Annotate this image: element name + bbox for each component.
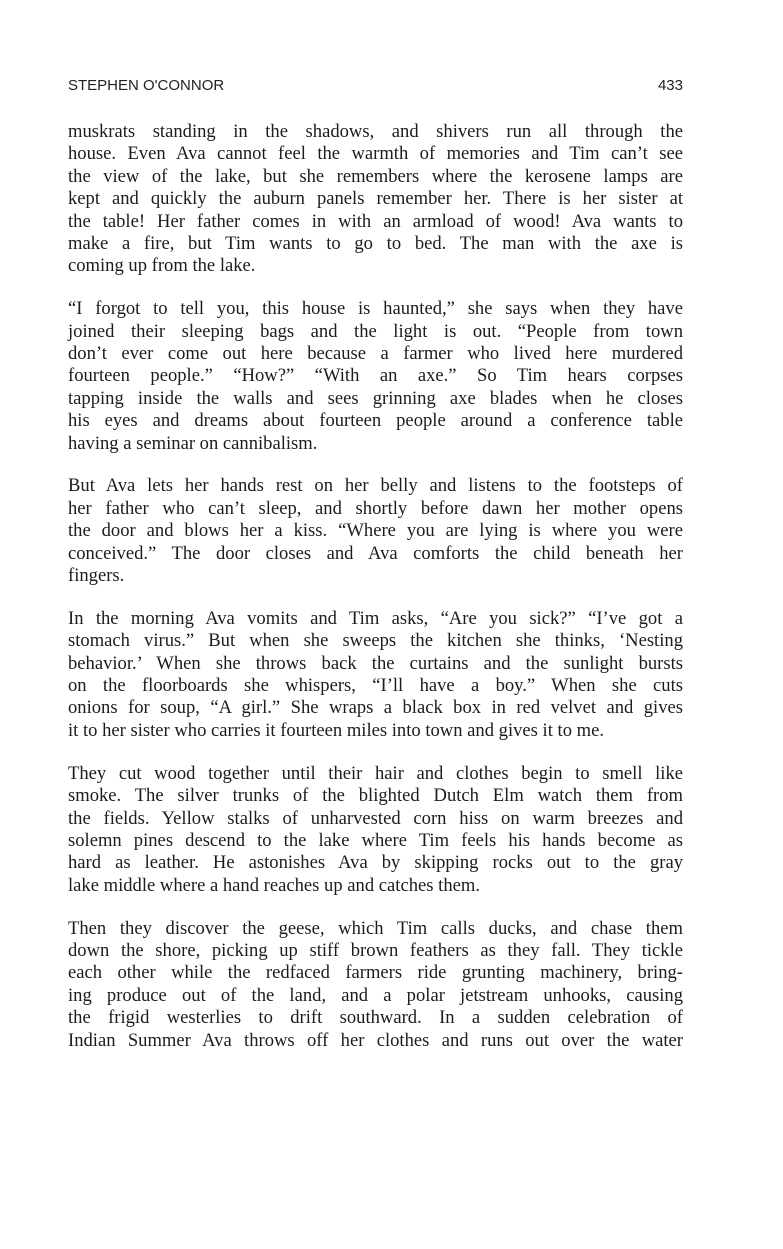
text-line: In the morning Ava vomits and Tim asks, “Are you sick?” “I’ve got a — [68, 607, 683, 629]
paragraph — [68, 763, 683, 897]
text-line: kept and quickly the auburn panels remember her. There is her sister at — [68, 188, 683, 210]
text-line: conceived.” The door closes and Ava comforts the child beneath her — [68, 542, 683, 564]
paragraph — [68, 121, 683, 278]
paragraph — [68, 298, 683, 455]
text-line: joined their sleeping bags and the light is out. “People from town — [68, 320, 683, 342]
paragraph — [68, 918, 683, 1052]
text-line: the table! Her father comes in with an armload of wood! Ava wants to — [68, 210, 683, 232]
body-text — [68, 121, 683, 1072]
text-line: fingers. — [68, 565, 125, 587]
text-line: don’t ever come out here because a farmer who lived here murdered — [68, 343, 683, 365]
text-line: They cut wood together until their hair and clothes begin to smell like — [68, 762, 683, 784]
text-line: on the floorboards she whispers, “I’ll have a boy.” When she cuts — [68, 675, 683, 697]
text-line: behavior.’ When she throws back the curtains and the sunlight bursts — [68, 652, 683, 674]
text-line: coming up from the lake. — [68, 255, 256, 277]
author-name: STEPHEN O'CONNOR — [68, 77, 225, 94]
text-line: her father who can’t sleep, and shortly before dawn her mother opens — [68, 497, 683, 519]
text-line: fourteen people.” “How?” “With an axe.” So Tim hears corpses — [68, 365, 683, 387]
text-line: But Ava lets her hands rest on her belly and listens to the footsteps of — [68, 475, 683, 497]
running-header — [68, 77, 683, 94]
text-line: muskrats standing in the shadows, and shivers run all through the — [68, 121, 683, 142]
text-line: hard as leather. He astonishes Ava by skipping rocks out to the gray — [68, 852, 683, 874]
text-line: “I forgot to tell you, this house is haunted,” she says when they have — [68, 298, 683, 320]
paragraph — [68, 475, 683, 587]
text-line: the fields. Yellow stalks of unharvested corn hiss on warm breezes and — [68, 807, 683, 829]
text-line: it to her sister who carries it fourteen miles into town and gives it to me. — [68, 719, 605, 741]
text-line: stomach virus.” But when she sweeps the kitchen she thinks, ‘Nesting — [68, 630, 683, 652]
text-line: having a seminar on cannibalism. — [68, 432, 318, 454]
text-line: the frigid westerlies to drift southward. In a sudden celebration of — [68, 1007, 683, 1029]
text-line: house. Even Ava cannot feel the warmth of memories and Tim can’t see — [68, 143, 683, 165]
text-line: smoke. The silver trunks of the blighted Dutch Elm watch them from — [68, 785, 683, 807]
text-line: make a fire, but Tim wants to go to bed. The man with the axe is — [68, 232, 683, 254]
text-line: down the shore, picking up stiff brown feathers as they fall. They tickle — [68, 940, 683, 961]
text-line: the view of the lake, but she remembers where the kerosene lamps are — [68, 165, 683, 187]
page-number: 433 — [657, 77, 683, 94]
text-line: the door and blows her a kiss. “Where you are lying is where you were — [68, 520, 683, 542]
text-line: onions for soup, “A girl.” She wraps a black box in red velvet and gives — [68, 697, 683, 719]
text-line: Then they discover the geese, which Tim calls ducks, and chase them — [68, 917, 683, 939]
text-line: lake middle where a hand reaches up and catches them. — [68, 874, 480, 896]
text-line: Indian Summer Ava throws off her clothes and runs out over the water — [68, 1029, 683, 1051]
text-line: each other while the redfaced farmers ride grunting machinery, bring- — [68, 962, 683, 984]
text-line: solemn pines descend to the lake where Tim feels his hands become as — [68, 829, 683, 851]
text-line: tapping inside the walls and sees grinning axe blades when he closes — [68, 387, 683, 409]
text-line: his eyes and dreams about fourteen people around a conference table — [68, 410, 683, 432]
text-line: ing produce out of the land, and a polar jetstream unhooks, causing — [68, 984, 683, 1006]
paragraph — [68, 608, 683, 742]
